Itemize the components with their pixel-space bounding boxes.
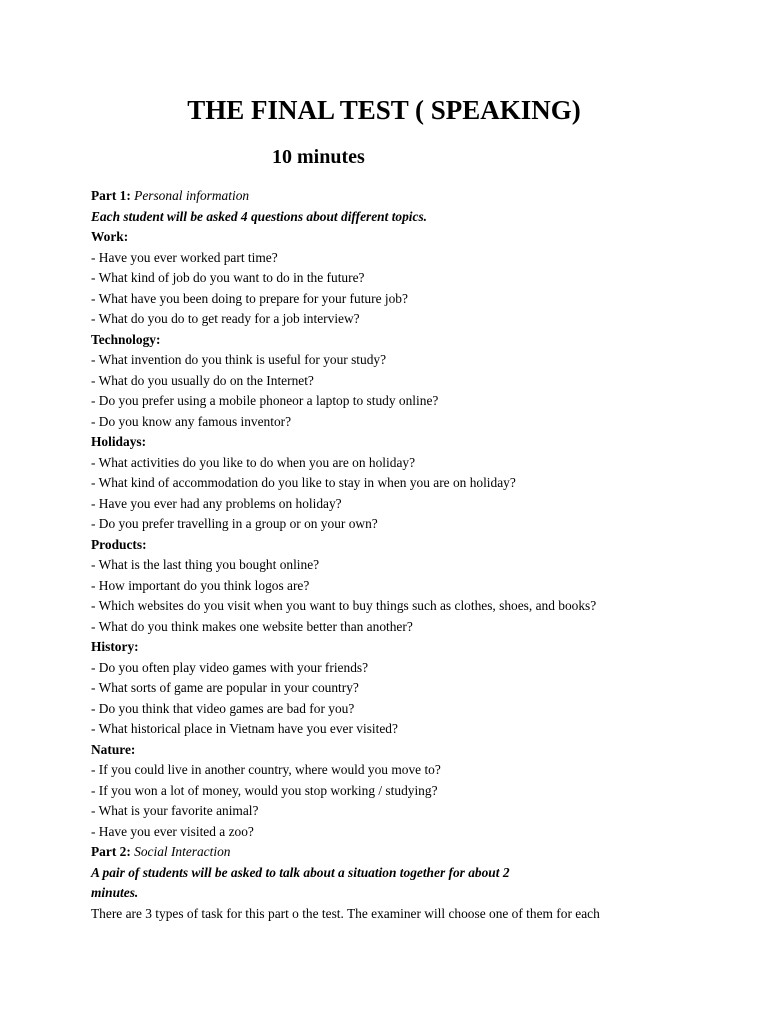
question-item: - What kind of job do you want to do in the future? <box>91 270 365 285</box>
part2-label: Part 2: <box>91 844 131 859</box>
part2-instruction-line2: minutes. <box>91 885 139 900</box>
topic-heading: Technology: <box>91 331 161 347</box>
question-item: - Do you prefer using a mobile phoneor a laptop to study online? <box>91 393 439 408</box>
topic-heading: Holidays: <box>91 434 147 449</box>
part2-name: Social Interaction <box>134 844 231 859</box>
question-item: - What do you do to get ready for a job interview? <box>91 311 360 326</box>
question-item: - Do you often play video games with your friends? <box>91 659 369 675</box>
part1-instruction: Each student will be asked 4 questions about different topics. <box>91 208 428 224</box>
part2-instruction-line1: A pair of students will be asked to talk about a situation together for about 2 <box>91 864 510 880</box>
part2-header <box>91 842 731 863</box>
question-item: - What is your favorite animal? <box>91 803 259 818</box>
part2-text: There are 3 types of task for this part o the test. The examiner will choose one of them for each <box>91 905 600 921</box>
document-body <box>91 186 731 924</box>
question-item: - What is the last thing you bought online? <box>91 557 320 572</box>
question-item: - Have you ever visited a zoo? <box>91 823 254 839</box>
topic-heading: Products: <box>91 536 147 552</box>
question-item: - If you won a lot of money, would you stop working / studying? <box>91 782 438 798</box>
topics-list <box>91 227 731 842</box>
question-item: - Do you prefer travelling in a group or on your own? <box>91 516 378 531</box>
part1-header <box>91 186 731 207</box>
question-item: - Which websites do you visit when you want to buy things such as clothes, shoes, and books? <box>91 598 597 613</box>
question-item: - Do you think that video games are bad for you? <box>91 700 355 716</box>
question-item: - How important do you think logos are? <box>91 577 310 593</box>
question-item: - Have you ever worked part time? <box>91 249 278 265</box>
question-item: - What do you think makes one website better than another? <box>91 618 413 634</box>
topic-heading: Nature: <box>91 741 136 757</box>
question-item: - What historical place in Vietnam have you ever visited? <box>91 721 398 736</box>
page-title: THE FINAL TEST ( SPEAKING) <box>187 95 581 125</box>
question-item: - What do you usually do on the Internet? <box>91 372 314 388</box>
page-subtitle: 10 minutes <box>272 146 365 168</box>
question-item: - Do you know any famous inventor? <box>91 413 292 429</box>
topic-heading: Work: <box>91 229 129 244</box>
topic-heading: History: <box>91 639 139 654</box>
part1-name: Personal information <box>134 188 250 203</box>
question-item: - What activities do you like to do when you are on holiday? <box>91 454 416 470</box>
question-item: - What sorts of game are popular in your country? <box>91 680 359 695</box>
question-item: - If you could live in another country, where would you move to? <box>91 762 441 777</box>
question-item: - What invention do you think is useful for your study? <box>91 352 387 367</box>
question-item: - Have you ever had any problems on holiday? <box>91 495 342 511</box>
question-item: - What have you been doing to prepare for your future job? <box>91 290 408 306</box>
question-item: - What kind of accommodation do you like to stay in when you are on holiday? <box>91 475 516 490</box>
part1-label: Part 1: <box>91 188 131 203</box>
